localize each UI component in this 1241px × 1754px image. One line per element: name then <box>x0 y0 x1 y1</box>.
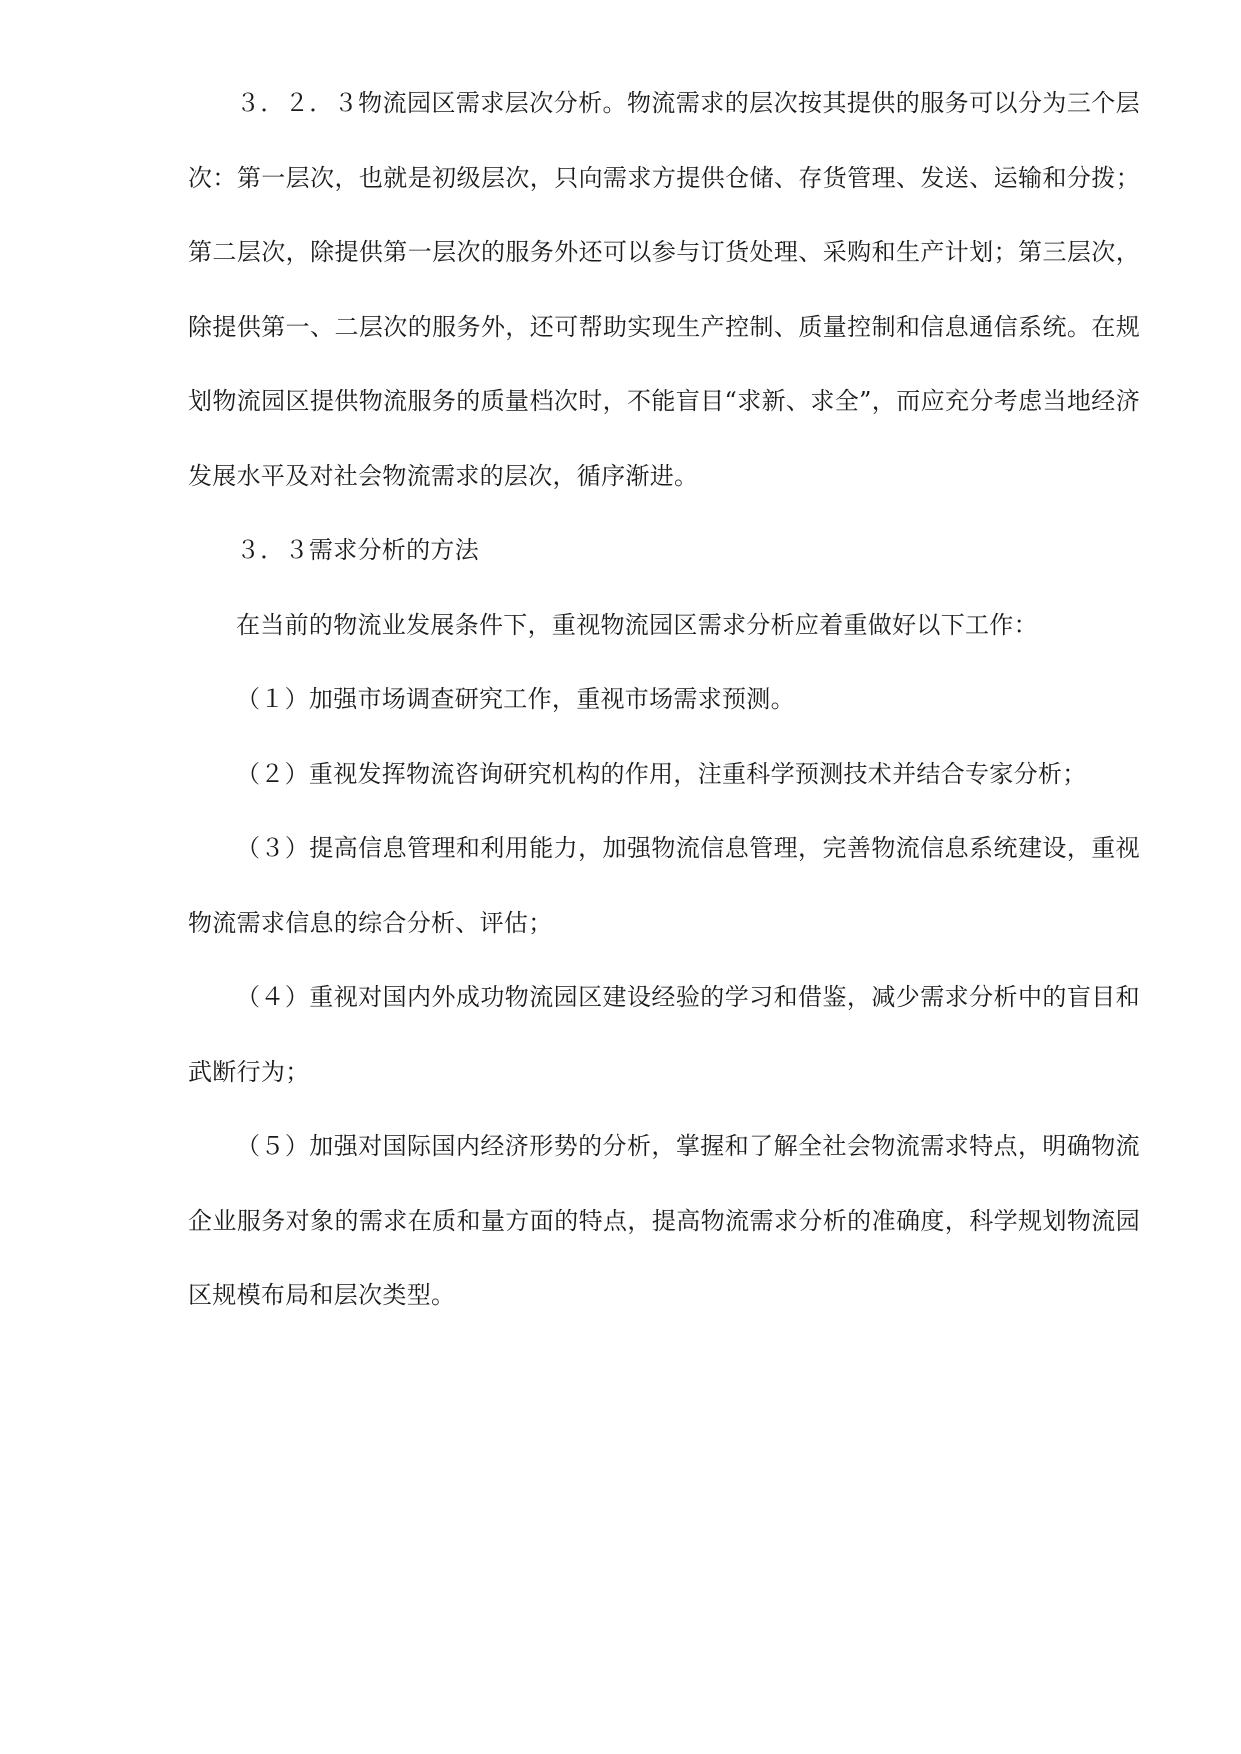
list-item-4: （４）重视对国内外成功物流园区建设经验的学习和借鉴，减少需求分析中的盲目和武断行为； <box>188 983 1140 1086</box>
list-item-2: （２）重视发挥物流咨询研究机构的作用，注重科学预测技术并结合专家分析； <box>236 759 1087 788</box>
list-item-3: （３）提高信息管理和利用能力，加强物流信息管理，完善物流信息系统建设，重视物流需求信息的综合分析、评估； <box>188 834 1140 937</box>
list-item-1: （１）加强市场调查研究工作，重视市场需求预测。 <box>236 685 795 713</box>
paragraph-demand-level-analysis: ３．２．３物流园区需求层次分析。物流需求的层次按其提供的服务可以分为三个层次：第一层次，也就是初级层次，只向需求方提供仓储、存货管理、发送、运输和分拨；第二层次，除提供第一层次的服务外还可以参与订货处理、采购和生产计划；第三层次，除提供第一、二层次的服务外，还可帮助实现生产控制、质量控制和信息通信系统。在规划物流园区提供物流服务的质量档次时，不能盲目“求新、求全”，而应充分考虑当地经济发展水平及对社会物流需求的层次，循序渐进。 <box>188 89 1140 490</box>
section-heading-demand-analysis-methods: ３．３需求分析的方法 <box>236 536 479 564</box>
list-item-5: （５）加强对国际国内经济形势的分析，掌握和了解全社会物流需求特点，明确物流企业服务对象的需求在质和量方面的特点，提高物流需求分析的准确度，科学规划物流园区规模布局和层次类型。 <box>188 1132 1140 1309</box>
document-body <box>188 66 1140 1333</box>
paragraph-intro-work-items: 在当前的物流业发展条件下，重视物流园区需求分析应着重做好以下工作： <box>236 610 1038 639</box>
